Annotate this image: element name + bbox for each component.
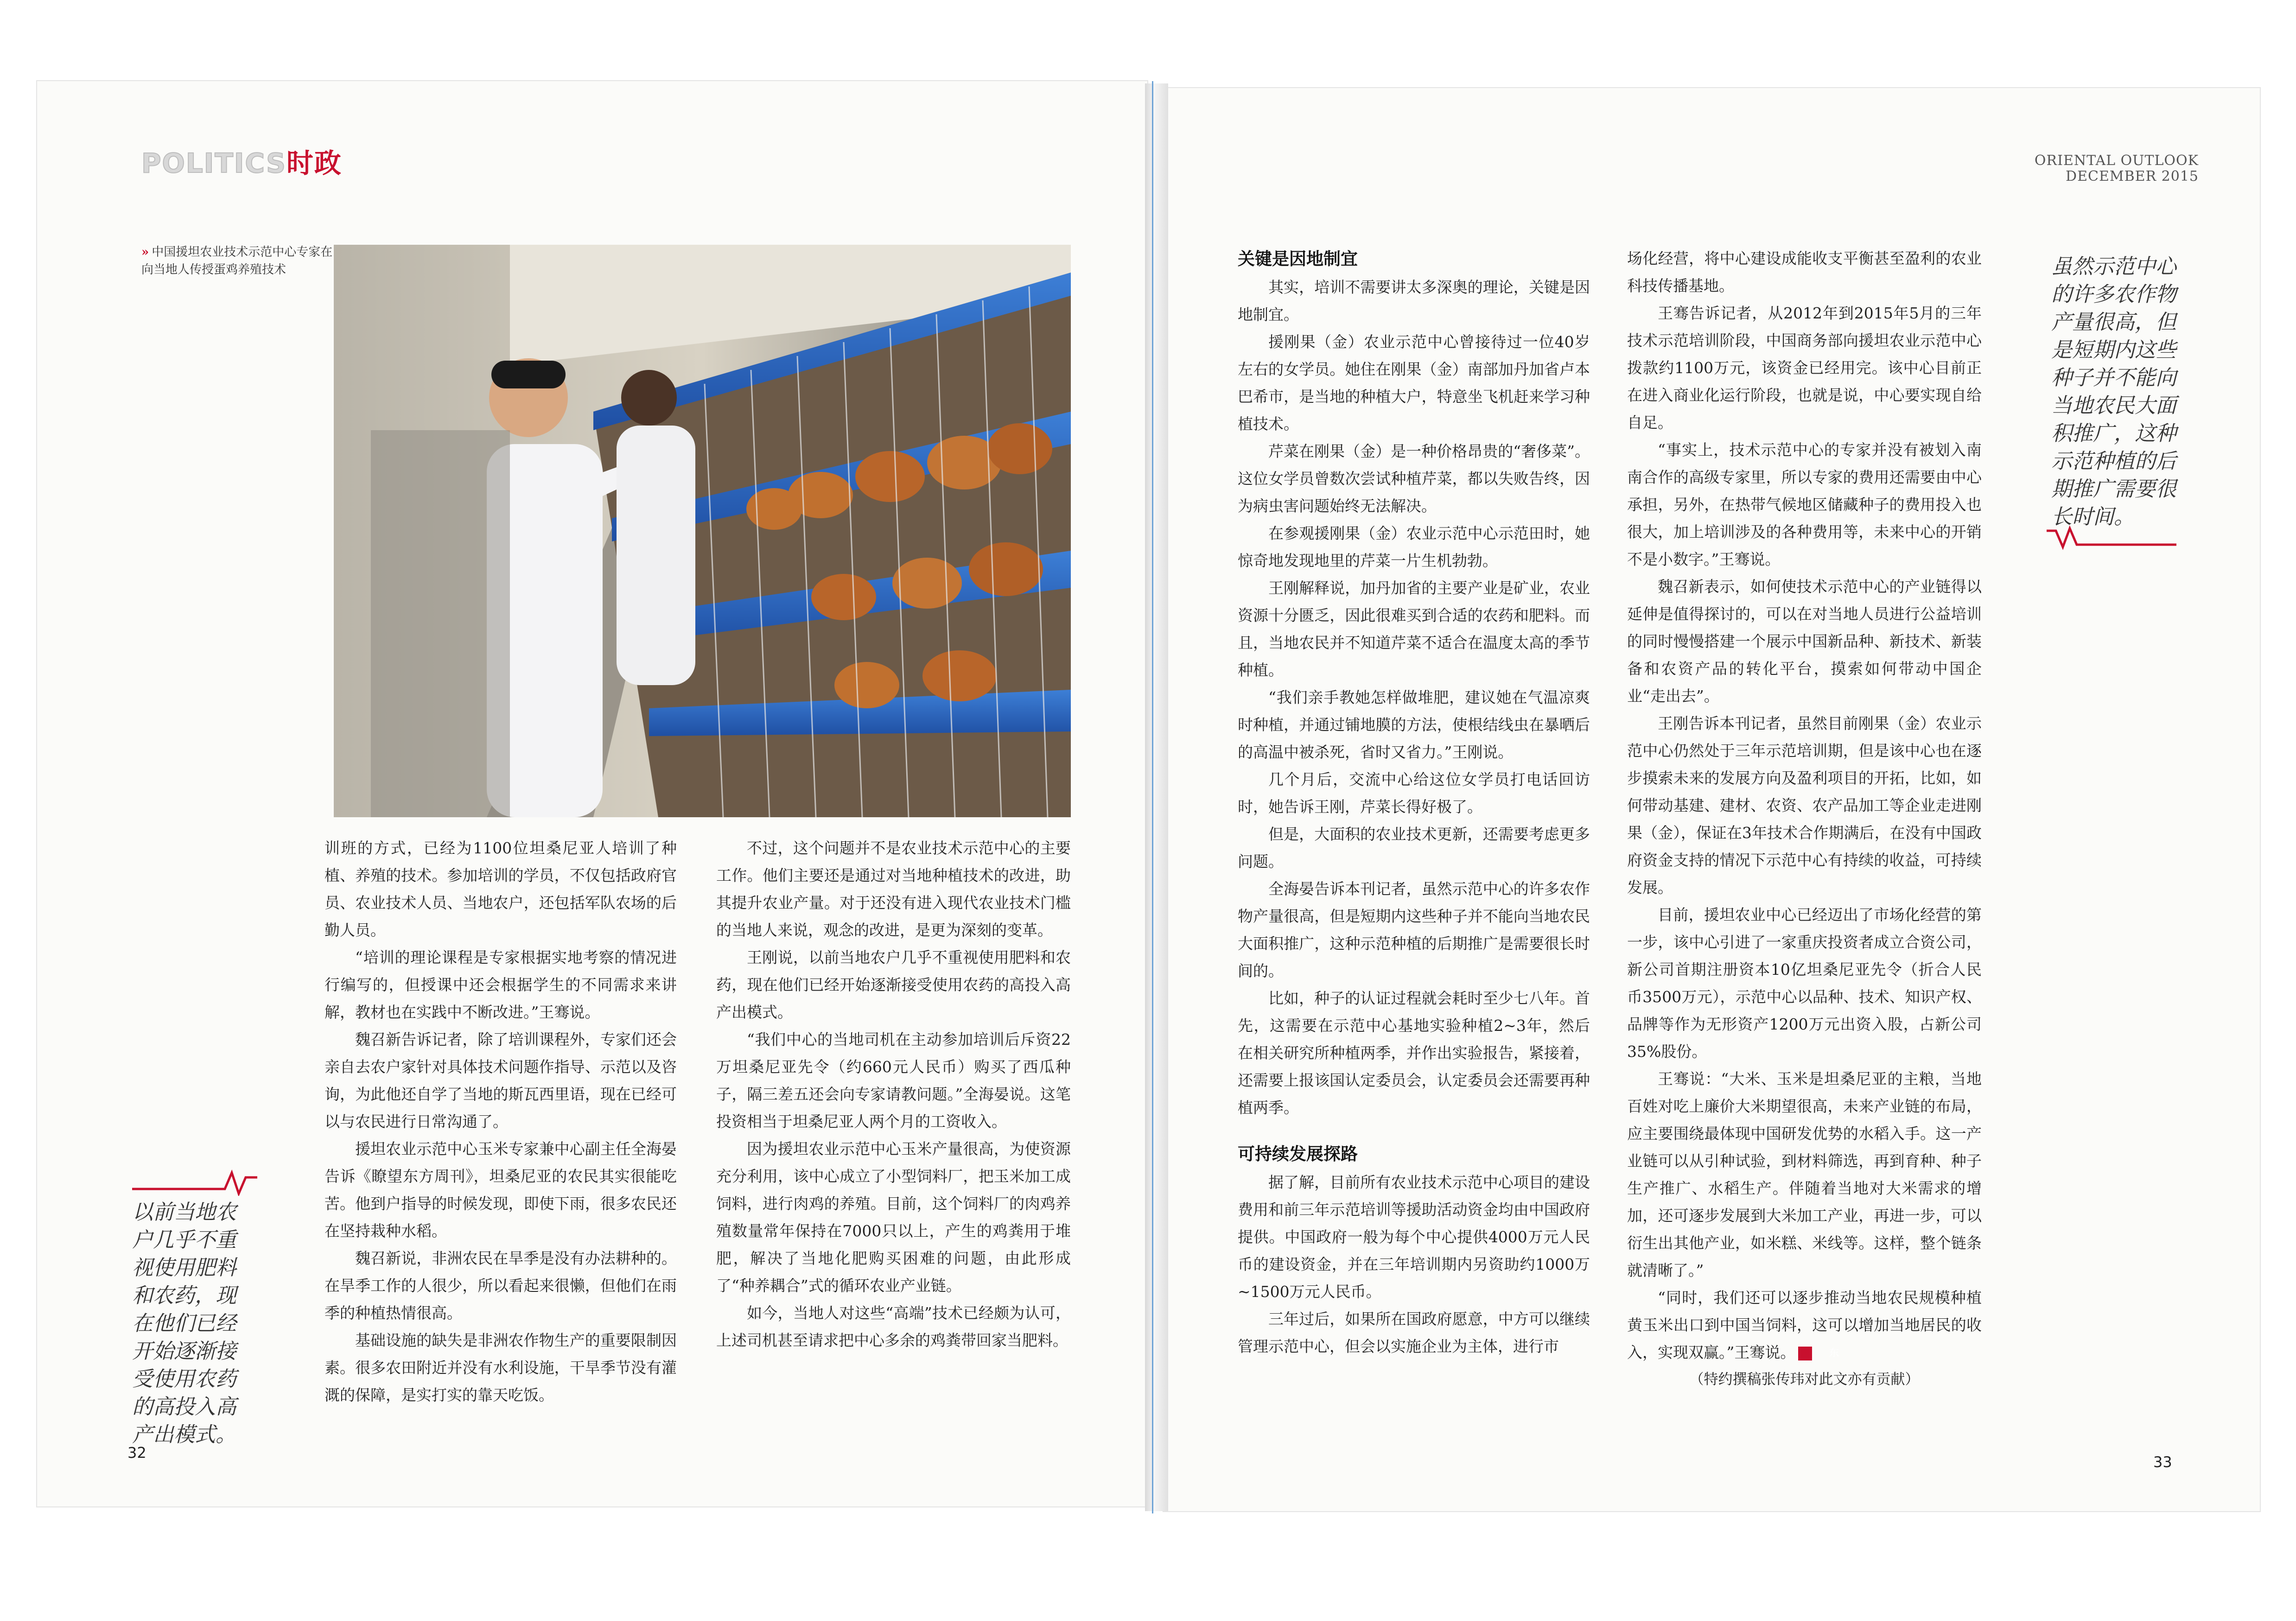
page-number-right: 33 xyxy=(2153,1453,2172,1471)
paragraph: 三年过后，如果所在国政府愿意，中方可以继续管理示范中心，但会以实施企业为主体，进行市 xyxy=(1238,1310,1590,1355)
photo-caption xyxy=(141,243,336,279)
left-column-2 xyxy=(716,834,1071,1354)
section-title-cn: 时政 xyxy=(286,147,342,179)
article-credit: （特约撰稿张传玮对此文亦有贡献） xyxy=(1689,1371,1920,1388)
right-column-2 xyxy=(1627,245,1982,1393)
paragraph: “培训的理论课程是专家根据实地考察的情况进行编写的，但授课中还会根据学生的不同需求来讲解，教材也在实践中不断改进。”王骞说。 xyxy=(324,948,677,1021)
paragraph: “事实上，技术示范中心的专家并没有被划入南南合作的高级专家里，所以专家的费用还需要由中心承担，另外，在热带气候地区储藏种子的费用投入也很大，加上培训涉及的各种费用等，未来中心的开销不是小数字。”王骞说。 xyxy=(1627,441,1982,568)
page-number-left: 32 xyxy=(127,1444,146,1462)
page-edge-line xyxy=(1152,81,1153,1513)
paragraph: 场化经营，将中心建设成能收支平衡甚至盈利的农业科技传播基地。 xyxy=(1627,249,1982,295)
section-title-en: POLITICS xyxy=(141,147,286,179)
section-heading: 关键是因地制宜 xyxy=(1238,249,1358,269)
pull-quote-divider-icon xyxy=(132,1168,257,1196)
paragraph: 芹菜在刚果（金）是一种价格昂贵的“奢侈菜”。这位女学员曾数次尝试种植芹菜，都以失败告终，因为病虫害问题始终无法解决。 xyxy=(1238,442,1590,515)
caption-arrow-icon: » xyxy=(141,245,149,259)
paragraph: 据了解，目前所有农业技术示范中心项目的建设费用和前三年示范培训等援助活动资金均由中国政府提供。中国政府一般为每个中心提供4000万元人民币的建设资金，并在三年培训期内另资助约1000万~1500万元人民币。 xyxy=(1238,1173,1590,1301)
paragraph: 援刚果（金）农业示范中心曾接待过一位40岁左右的女学员。她住在刚果（金）南部加丹加省卢本巴希市，是当地的种植大户，特意坐飞机赶来学习种植技术。 xyxy=(1238,333,1590,433)
paragraph: 目前，援坦农业中心已经迈出了市场化经营的第一步，该中心引进了一家重庆投资者成立合资公司，新公司首期注册资本10亿坦桑尼亚先令（折合人民币3500万元），示范中心以品种、技术、知识产权、品牌等作为无形资产1200万元出资入股，占新公司35%股份。 xyxy=(1627,906,1982,1061)
end-mark-icon: 东 xyxy=(1798,1347,1812,1360)
left-column-1 xyxy=(324,834,677,1409)
paragraph-text: “同时，我们还可以逐步推动当地农民规模种植黄玉米出口到中国当饲料，这可以增加当地居民的收入，实现双赢。”王骞说。 xyxy=(1627,1289,1982,1361)
paragraph: 魏召新表示，如何使技术示范中心的产业链得以延伸是值得探讨的，可以在对当地人员进行公益培训的同时慢慢搭建一个展示中国新品种、新技术、新装备和农资产品的转化平台，摸索如何带动中国企业“走出去”。 xyxy=(1627,578,1982,705)
paragraph: 训班的方式，已经为1100位坦桑尼亚人培训了种植、养殖的技术。参加培训的学员，不仅包括政府官员、农业技术人员、当地农户，还包括军队农场的后勤人员。 xyxy=(324,839,677,939)
paragraph: 因为援坦农业示范中心玉米产量很高，为使资源充分利用，该中心成立了小型饲料厂，把玉米加工成饲料，进行肉鸡的养殖。目前，这个饲料厂的肉鸡养殖数量常年保持在7000只以上，产生的鸡粪用于堆肥，解决了当地化肥购买困难的问题，由此形成了“种养耦合”式的循环农业产业链。 xyxy=(716,1140,1071,1295)
paragraph: 几个月后，交流中心给这位女学员打电话回访时，她告诉王刚，芹菜长得好极了。 xyxy=(1238,770,1590,816)
paragraph: 王刚告诉本刊记者，虽然目前刚果（金）农业示范中心仍然处于三年示范培训期，但是该中心也在逐步摸索未来的发展方向及盈利项目的开拓，比如，如何带动基建、建材、农资、农产品加工等企业走进刚果（金），保证在3年技术合作期满后，在没有中国政府资金支持的情况下示范中心有持续的收益，可持续发展。 xyxy=(1627,714,1982,896)
issue-date: DECEMBER 2015 xyxy=(2066,168,2199,184)
photo-caption-text: 中国援坦农业技术示范中心专家在向当地人传授蛋鸡养殖技术 xyxy=(141,245,333,277)
photo-illustration xyxy=(334,245,1071,817)
right-column-1 xyxy=(1238,245,1590,1360)
paragraph: 王骞告诉记者，从2012年到2015年5月的三年技术示范培训阶段，中国商务部向援坦农业示范中心拨款约1100万元，该资金已经用完。该中心目前正在进入商业化运行阶段，也就是说，中心要实现自给自足。 xyxy=(1627,304,1982,432)
paragraph: 全海晏告诉本刊记者，虽然示范中心的许多农作物产量很高，但是短期内这些种子并不能向当地农民大面积推广，这种示范种植的后期推广是需要很长时间的。 xyxy=(1238,880,1590,980)
paragraph: “我们中心的当地司机在主动参加培训后斥资22万坦桑尼亚先令（约660元人民币）购买了西瓜种子，隔三差五还会向专家请教问题。”全海晏说。这笔投资相当于坦桑尼亚人两个月的工资收入。 xyxy=(716,1030,1071,1131)
pull-quote-divider-icon xyxy=(2047,524,2176,552)
paragraph: 魏召新告诉记者，除了培训课程外，专家们还会亲自去农户家针对具体技术问题作指导、示范以及咨询，为此他还自学了当地的斯瓦西里语，现在已经可以与农民进行日常沟通了。 xyxy=(324,1030,677,1131)
section-heading: 可持续发展探路 xyxy=(1238,1144,1358,1164)
paragraph: 在参观援刚果（金）农业示范中心示范田时，她惊奇地发现地里的芹菜一片生机勃勃。 xyxy=(1238,524,1590,570)
right-pull-quote: 虽然示范中心的许多农作物产量很高，但是短期内这些种子并不能向当地农民大面积推广，这种示范种植的后期推广需要很长时间。 xyxy=(2051,254,2177,529)
paragraph: 王刚解释说，加丹加省的主要产业是矿业，农业资源十分匮乏，因此很难买到合适的农药和肥料。而且，当地农民并不知道芹菜不适合在温度太高的季节种植。 xyxy=(1238,579,1590,679)
left-pull-quote: 以前当地农户几乎不重视使用肥料和农药，现在他们已经开始逐渐接受使用农药的高投入高产出模式。 xyxy=(132,1200,237,1447)
section-header xyxy=(141,141,342,180)
magazine-name: ORIENTAL OUTLOOK xyxy=(2034,153,2199,169)
paragraph: “我们亲手教她怎样做堆肥，建议她在气温凉爽时种植，并通过铺地膜的方法，使根结线虫在暴晒后的高温中被杀死，省时又省力。”王刚说。 xyxy=(1238,688,1590,761)
paragraph: 其实，培训不需要讲太多深奥的理论，关键是因地制宜。 xyxy=(1238,278,1590,324)
paragraph: 王骞说：“大米、玉米是坦桑尼亚的主粮，当地百姓对吃上廉价大米期望很高，未来产业链的布局，应主要围绕最体现中国研发优势的水稻入手。这一产业链可以从引种试验，到材料筛选，再到育种、种子生产推广、水稻生产。伴随着当地对大米需求的增加，还可逐步发展到大米加工产业，再进一步，可以衍生出其他产业，如米糕、米线等。这样，整个链条就清晰了。” xyxy=(1627,1070,1982,1279)
paragraph: 比如，种子的认证过程就会耗时至少七八年。首先，这需要在示范中心基地实验种植2~3年，然后在相关研究所种植两季，并作出实验报告，紧接着，还需要上报该国认定委员会，认定委员会还需要再种植两季。 xyxy=(1238,989,1590,1117)
paragraph: 基础设施的缺失是非洲农作物生产的重要限制因素。很多农田附近并没有水利设施，干旱季节没有灌溉的保障，是实打实的靠天吃饭。 xyxy=(324,1331,677,1404)
paragraph: 如今，当地人对这些“高端”技术已经颇为认可，上述司机甚至请求把中心多余的鸡粪带回家当肥料。 xyxy=(716,1304,1071,1349)
paragraph: 魏召新说，非洲农民在旱季是没有办法耕种的。在旱季工作的人很少，所以看起来很懒，但他们在雨季的种植热情很高。 xyxy=(324,1249,677,1322)
chicken-farm-photo xyxy=(334,245,1071,817)
paragraph: 王刚说，以前当地农户几乎不重视使用肥料和农药，现在他们已经开始逐渐接受使用农药的高投入高产出模式。 xyxy=(716,948,1071,1021)
paragraph: 援坦农业示范中心玉米专家兼中心副主任全海晏告诉《瞭望东方周刊》，坦桑尼亚的农民其实很能吃苦。他到户指导的时候发现，即使下雨，很多农民还在坚持栽种水稻。 xyxy=(324,1140,677,1240)
magazine-masthead xyxy=(2035,153,2199,184)
paragraph: 但是，大面积的农业技术更新，还需要考虑更多问题。 xyxy=(1238,825,1590,871)
binding-gutter xyxy=(1145,83,1168,1511)
paragraph: 不过，这个问题并不是农业技术示范中心的主要工作。他们主要还是通过对当地种植技术的改进，助其提升农业产量。对于还没有进入现代农业技术门槛的当地人来说，观念的改进，是更为深刻的变革。 xyxy=(716,839,1071,939)
paragraph xyxy=(1627,1284,1982,1366)
